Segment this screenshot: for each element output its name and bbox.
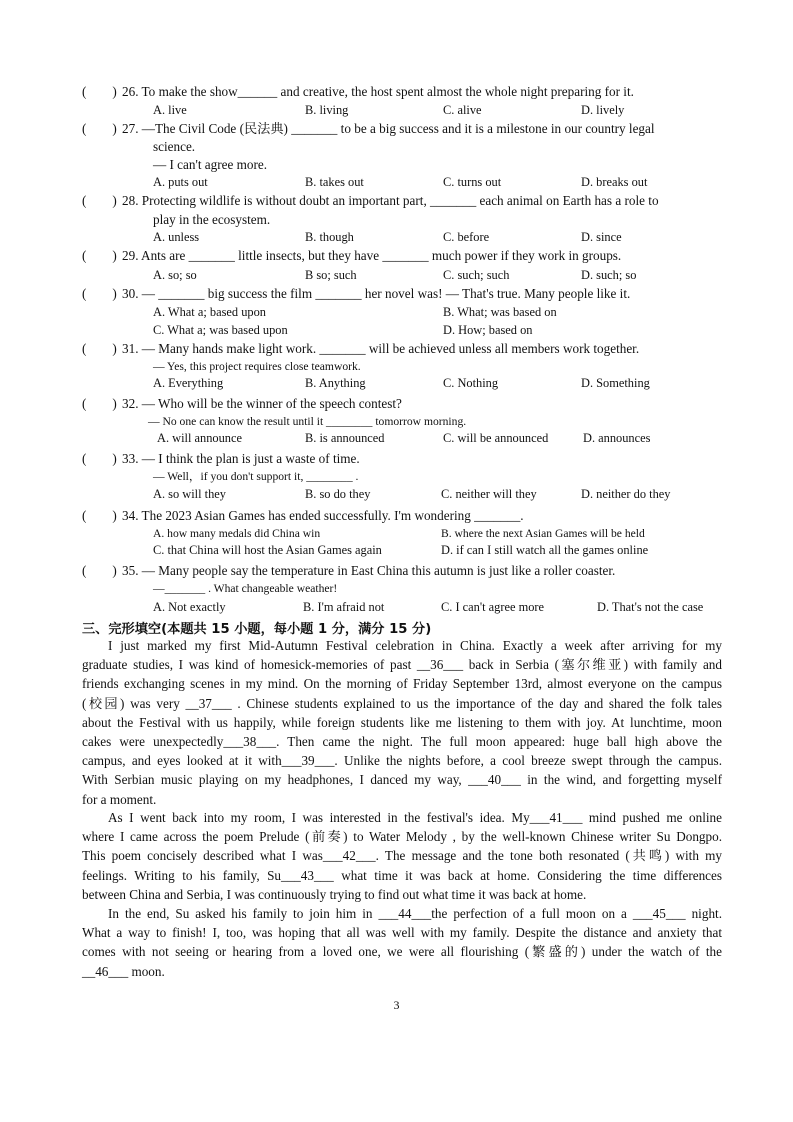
passage-line: (校园) was very __37___ . Chinese students explained to us the importance of the day and shared the folk tales bbox=[82, 695, 722, 711]
option-b: B. Anything bbox=[305, 376, 366, 390]
passage-line: about the Festival with us happily, while foreign students like me listening to them with joy. At lunchtime, moon bbox=[82, 714, 722, 730]
passage-line: What a way to finish! I, too, was hoping that all was well with my family. Despite the distance and anxiety that bbox=[82, 925, 722, 941]
question-stem-cont: science. bbox=[153, 139, 196, 154]
passage-line: I just marked my first Mid-Autumn Festival celebration in China. Exactly a week after arriving for my bbox=[108, 638, 722, 653]
option-b: B. What; was based on bbox=[443, 305, 557, 319]
passage-paragraph-1 bbox=[82, 636, 722, 809]
question-dialog: —_______ . What changeable weather! bbox=[153, 582, 338, 595]
question-stem: 34. The 2023 Asian Games has ended successfully. I'm wondering _______. bbox=[122, 508, 524, 523]
option-a: A. so; so bbox=[153, 268, 197, 282]
passage-line: cakes were unexpectedly___38___. Then came the night. The full moon appeared: huge ball high above the bbox=[82, 734, 722, 750]
question-stem-cont: play in the ecosystem. bbox=[153, 212, 271, 227]
option-a: A. how many medals did China win bbox=[153, 527, 321, 540]
option-d: D. if can I still watch all the games online bbox=[441, 543, 649, 557]
passage-line: friends exchanging scenes in my mind. On the morning of Friday September 13rd, almost everyone on the campus bbox=[82, 676, 722, 692]
question-stem: 27. —The Civil Code (民法典) _______ to be a big success and it is a milestone in our country legal bbox=[122, 121, 655, 136]
option-b: B. so do they bbox=[305, 487, 371, 501]
passage-line: With Serbian music playing on my headphones, I danced my way, ___40___ in the wind, and forgetting myself bbox=[82, 772, 722, 788]
option-b: B. is announced bbox=[305, 431, 385, 445]
question-stem: 35. — Many people say the temperature in East China this autumn is just like a roller coaster. bbox=[122, 563, 616, 578]
option-c: C. before bbox=[443, 230, 490, 244]
passage-line: for a moment. bbox=[82, 791, 157, 807]
question-stem: 29. Ants are _______ little insects, but they have _______ much power if they work in groups. bbox=[122, 248, 622, 263]
answer-paren: ( ) bbox=[82, 193, 117, 208]
question-stem: 26. To make the show______ and creative, the host spent almost the whole night preparing for it. bbox=[122, 84, 634, 99]
question-stem: 28. Protecting wildlife is without doubt an important part, _______ each animal on Earth has a role to bbox=[122, 193, 659, 208]
question-stem: 30. — _______ big success the film _______ her novel was! — That's true. Many people like it. bbox=[122, 286, 631, 301]
answer-paren: ( ) bbox=[82, 121, 117, 136]
answer-paren: ( ) bbox=[82, 563, 117, 578]
answer-paren: ( ) bbox=[82, 248, 117, 263]
passage-paragraph-3 bbox=[82, 904, 722, 981]
option-d: D. announces bbox=[583, 431, 651, 445]
answer-paren: ( ) bbox=[82, 508, 117, 523]
option-b: B. takes out bbox=[305, 175, 364, 189]
option-d: D. How; based on bbox=[443, 323, 533, 337]
option-a: A. live bbox=[153, 103, 187, 117]
passage-line: where I came across the poem Prelude (前奏) to Water Melody , by the well-known Chinese writer Su Dongpo. bbox=[82, 829, 722, 845]
passage-paragraph-2 bbox=[82, 808, 722, 904]
answer-paren: ( ) bbox=[82, 286, 117, 301]
option-c: C. I can't agree more bbox=[441, 600, 545, 614]
question-dialog: — No one can know the result until it ________ tomorrow morning. bbox=[148, 415, 467, 428]
option-d: D. Something bbox=[581, 376, 650, 390]
option-c: C. turns out bbox=[443, 175, 502, 189]
page-number: 3 bbox=[393, 998, 400, 1012]
passage-line: feelings. Writing to his family, Su___43___ what time it was back at home. Considering the time differences bbox=[82, 867, 722, 883]
option-d: D. neither do they bbox=[581, 487, 671, 501]
option-a: A. Not exactly bbox=[153, 600, 226, 614]
option-b: B. though bbox=[305, 230, 354, 244]
option-d: D. lively bbox=[581, 103, 625, 117]
question-stem: 32. — Who will be the winner of the speech contest? bbox=[122, 396, 402, 411]
option-c: C. neither will they bbox=[441, 487, 537, 501]
section-title: 三、完形填空(本题共 15 小题，每小题 1 分，满分 15 分) bbox=[82, 622, 432, 637]
passage-line: between China and Serbia, I was continuously trying to find out what time it was back at home. bbox=[82, 886, 587, 902]
passage-line: campus, and eyes looked at it with___39___. Unlike the nights before, a cool breeze swept through the campus. bbox=[82, 753, 722, 769]
option-d: D. That's not the case bbox=[597, 600, 704, 614]
passage-line: This poem concisely described what I was___42___. The message and the tone both resonated (共鸣) with my bbox=[82, 848, 722, 864]
option-c: C. will be announced bbox=[443, 431, 549, 445]
option-c: C. alive bbox=[443, 103, 482, 117]
passage-line: As I went back into my room, I was interested in the festival's idea. My___41___ mind pushed me online bbox=[108, 810, 722, 825]
option-a: A. unless bbox=[153, 230, 200, 244]
question-dialog: — Yes, this project requires close teamwork. bbox=[153, 360, 361, 373]
passage-line: comes with not seeing or hearing from a loved one, we were all flourishing (繁盛的) under the watch of the bbox=[82, 944, 722, 960]
option-d: D. breaks out bbox=[581, 175, 648, 189]
option-a: A. puts out bbox=[153, 175, 208, 189]
option-a: A. will announce bbox=[157, 431, 242, 445]
option-a: A. What a; based upon bbox=[153, 305, 266, 319]
option-c: C. such; such bbox=[443, 268, 510, 282]
option-d: D. since bbox=[581, 230, 622, 244]
option-b: B. living bbox=[305, 103, 349, 117]
answer-paren: ( ) bbox=[82, 341, 117, 356]
option-b: B. where the next Asian Games will be held bbox=[441, 527, 645, 540]
passage-line: graduate studies, I was kind of homesick-memories of past __36___ back in Serbia (塞尔维亚) with family and bbox=[82, 657, 722, 673]
option-a: A. Everything bbox=[153, 376, 224, 390]
option-a: A. so will they bbox=[153, 487, 226, 501]
option-b: B. I'm afraid not bbox=[303, 600, 385, 614]
option-c: C. Nothing bbox=[443, 376, 499, 390]
answer-paren: ( ) bbox=[82, 84, 117, 99]
option-d: D. such; so bbox=[581, 268, 637, 282]
option-c: C. What a; was based upon bbox=[153, 323, 288, 337]
passage-line: In the end, Su asked his family to join him in ___44___the perfection of a full moon on a ___45___ night. bbox=[108, 906, 722, 921]
question-stem: 31. — Many hands make light work. _______ will be achieved unless all members work together. bbox=[122, 341, 640, 356]
question-dialog: — Well，if you don't support it, ________ . bbox=[153, 470, 359, 483]
passage-line: __46___ moon. bbox=[82, 963, 165, 979]
option-c: C. that China will host the Asian Games again bbox=[153, 543, 382, 557]
answer-paren: ( ) bbox=[82, 451, 117, 466]
question-dialog: — I can't agree more. bbox=[153, 157, 268, 172]
answer-paren: ( ) bbox=[82, 396, 117, 411]
question-stem: 33. — I think the plan is just a waste of time. bbox=[122, 451, 360, 466]
option-b: B so; such bbox=[305, 268, 357, 282]
